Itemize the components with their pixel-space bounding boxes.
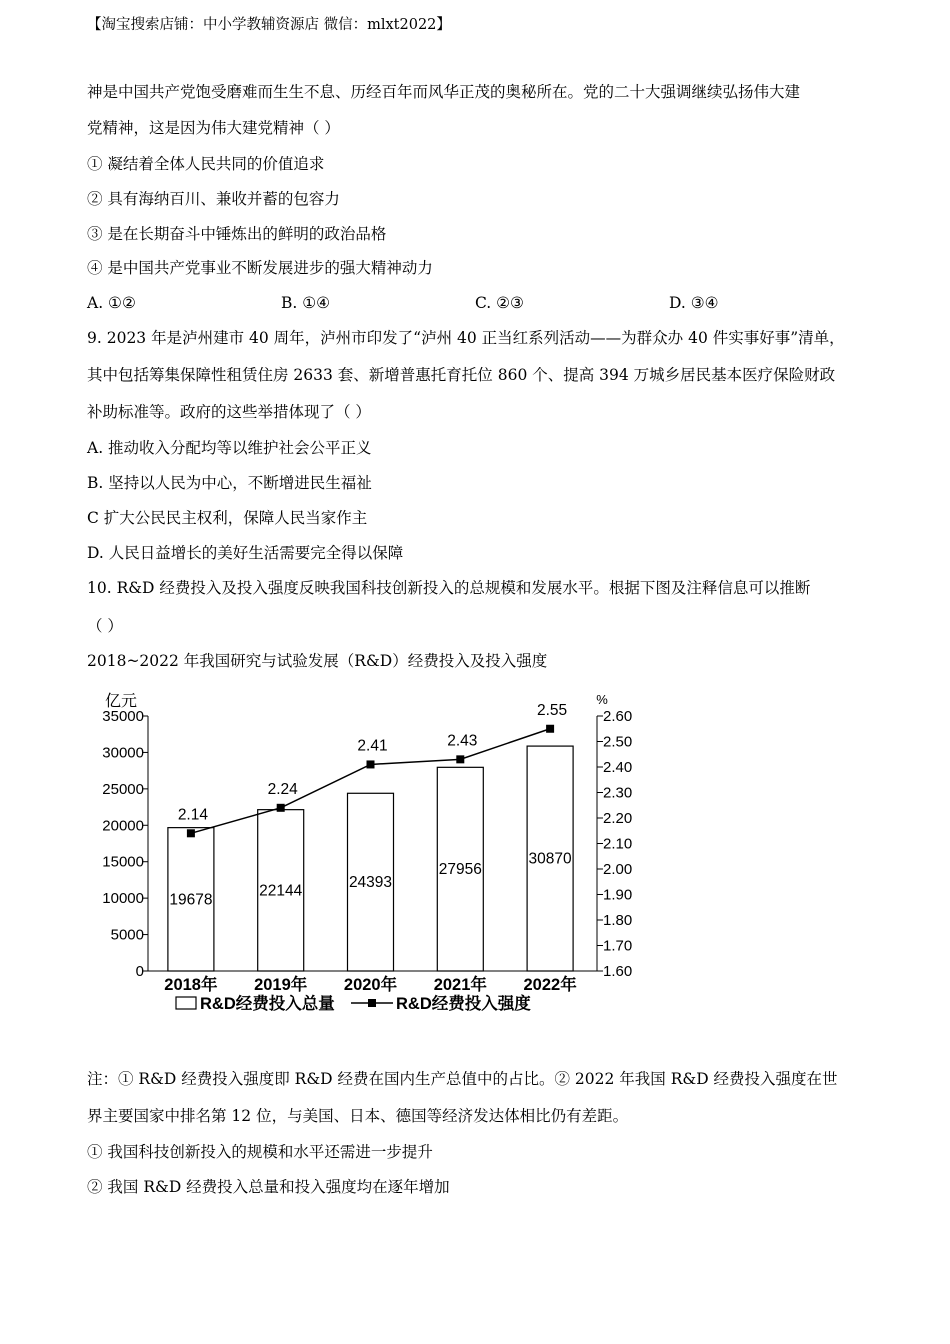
left-tick-label: 10000: [102, 890, 144, 908]
x-tick-label: 2022年: [523, 976, 577, 994]
bar-value-label: 19678: [169, 891, 213, 909]
q9-option-b: B. 坚持以人民为中心，不断增进民生福祉: [87, 474, 372, 492]
page-header: 【淘宝搜索店铺：中小学教辅资源店 微信：mlxt2022】: [87, 17, 451, 33]
q8-stem-line2: 党精神，这是因为伟大建党精神（ ）: [87, 119, 340, 137]
right-tick-label: 2.60: [603, 708, 633, 725]
right-axis: [596, 692, 632, 980]
right-axis-unit: %: [596, 692, 608, 707]
bar-value-label: 24393: [348, 874, 393, 892]
line-value-label: 2.55: [537, 701, 568, 719]
x-tick-label: 2020年: [343, 976, 398, 994]
q9-option-d: D. 人民日益增长的美好生活需要完全得以保障: [87, 544, 404, 562]
right-tick-label: 1.90: [603, 886, 633, 904]
line-point: [277, 804, 285, 812]
q10-note-line2: 界主要国家中排名第 12 位，与美国、日本、德国等经济发达体相比仍有差距。: [87, 1107, 629, 1125]
right-tick-label: 2.00: [603, 861, 633, 878]
q8-stem-line1: 神是中国共产党饱受磨难而生生不息、历经百年而风华正茂的奥秘所在。党的二十大强调继续弘扬伟大建: [87, 83, 801, 101]
bar-value-label: 30870: [528, 850, 572, 868]
x-axis-labels: [148, 971, 597, 994]
rd-chart: [87, 684, 647, 1029]
bar-value-label: 22144: [259, 882, 303, 900]
x-tick-label: 2018年: [164, 976, 218, 994]
legend-bar-label: R&D经费投入总量: [200, 995, 335, 1013]
line-value-label: 2.14: [177, 806, 208, 824]
q9-stem-line1: 9. 2023 年是泸州建市 40 周年，泸州市印发了“泸州 40 正当红系列活动——为群众办 40 件实事好事”清单，: [87, 329, 845, 347]
left-tick-label: 15000: [102, 853, 144, 871]
line-point: [367, 760, 375, 768]
legend-bar-swatch: [176, 997, 196, 1009]
line-point: [456, 755, 464, 763]
q8-option-d: D. ③④: [669, 294, 719, 312]
legend-line-label: R&D经费投入强度: [396, 995, 531, 1013]
q9-stem-line2: 其中包括筹集保障性租赁住房 2633 套、新增普惠托育托位 860 个、提高 394 万城乡居民基本医疗保险财政: [87, 366, 836, 384]
x-tick-label: 2019年: [254, 976, 308, 994]
chart-caption: 2018~2022 年我国研究与试验发展（R&D）经费投入及投入强度: [87, 652, 548, 670]
q10-item-1: ① 我国科技创新投入的规模和水平还需进一步提升: [87, 1143, 433, 1161]
right-tick-label: 1.80: [603, 912, 633, 929]
q10-stem-line1: 10. R&D 经费投入及投入强度反映我国科技创新投入的总规模和发展水平。根据下图及注释信息可以推断: [87, 579, 811, 597]
line-point: [187, 829, 195, 837]
q10-item-2: ② 我国 R&D 经费投入总量和投入强度均在逐年增加: [87, 1178, 450, 1196]
right-tick-label: 1.70: [603, 937, 633, 955]
q8-option-a: A. ①②: [87, 294, 136, 312]
line-value-label: 2.43: [447, 732, 478, 750]
right-tick-label: 2.30: [603, 784, 633, 802]
bar-value-label: 27956: [438, 861, 482, 879]
left-axis-unit: 亿元: [104, 693, 138, 710]
bar-series: [168, 746, 573, 971]
q8-item-3: ③ 是在长期奋斗中锤炼出的鲜明的政治品格: [87, 225, 387, 243]
legend-line-marker: [368, 999, 376, 1007]
left-tick-label: 20000: [102, 817, 144, 835]
line-point: [546, 725, 554, 733]
q10-stem-line2: （ ）: [87, 617, 123, 635]
q10-note-line1: 注：① R&D 经费投入强度即 R&D 经费在国内生产总值中的占比。② 2022 年我国 R&D 经费投入强度在世: [87, 1070, 838, 1088]
left-tick-label: 0: [135, 963, 144, 980]
line-value-label: 2.24: [267, 780, 298, 798]
right-tick-label: 2.20: [603, 810, 633, 827]
left-tick-label: 5000: [110, 926, 144, 944]
left-tick-label: 25000: [102, 780, 144, 798]
q8-item-4: ④ 是中国共产党事业不断发展进步的强大精神动力: [87, 259, 433, 277]
right-tick-label: 2.10: [603, 835, 633, 853]
q8-item-1: ① 凝结着全体人民共同的价值追求: [87, 155, 325, 173]
legend: [176, 993, 531, 1013]
right-tick-label: 2.50: [603, 733, 633, 751]
x-tick-label: 2021年: [433, 976, 487, 994]
right-tick-label: 2.40: [603, 759, 633, 776]
line-value-label: 2.41: [357, 737, 388, 755]
left-tick-label: 30000: [102, 744, 144, 762]
left-tick-label: 35000: [102, 708, 144, 725]
q9-option-c: C 扩大公民民主权利，保障人民当家作主: [87, 509, 368, 527]
q8-item-2: ② 具有海纳百川、兼收并蓄的包容力: [87, 190, 340, 208]
q8-option-b: B. ①④: [281, 294, 331, 312]
right-tick-label: 1.60: [603, 963, 633, 980]
q9-option-a: A. 推动收入分配均等以维护社会公平正义: [87, 439, 372, 457]
left-axis: [102, 692, 148, 980]
q9-stem-line3: 补助标准等。政府的这些举措体现了（ ）: [87, 403, 371, 421]
q8-option-c: C. ②③: [475, 294, 524, 312]
